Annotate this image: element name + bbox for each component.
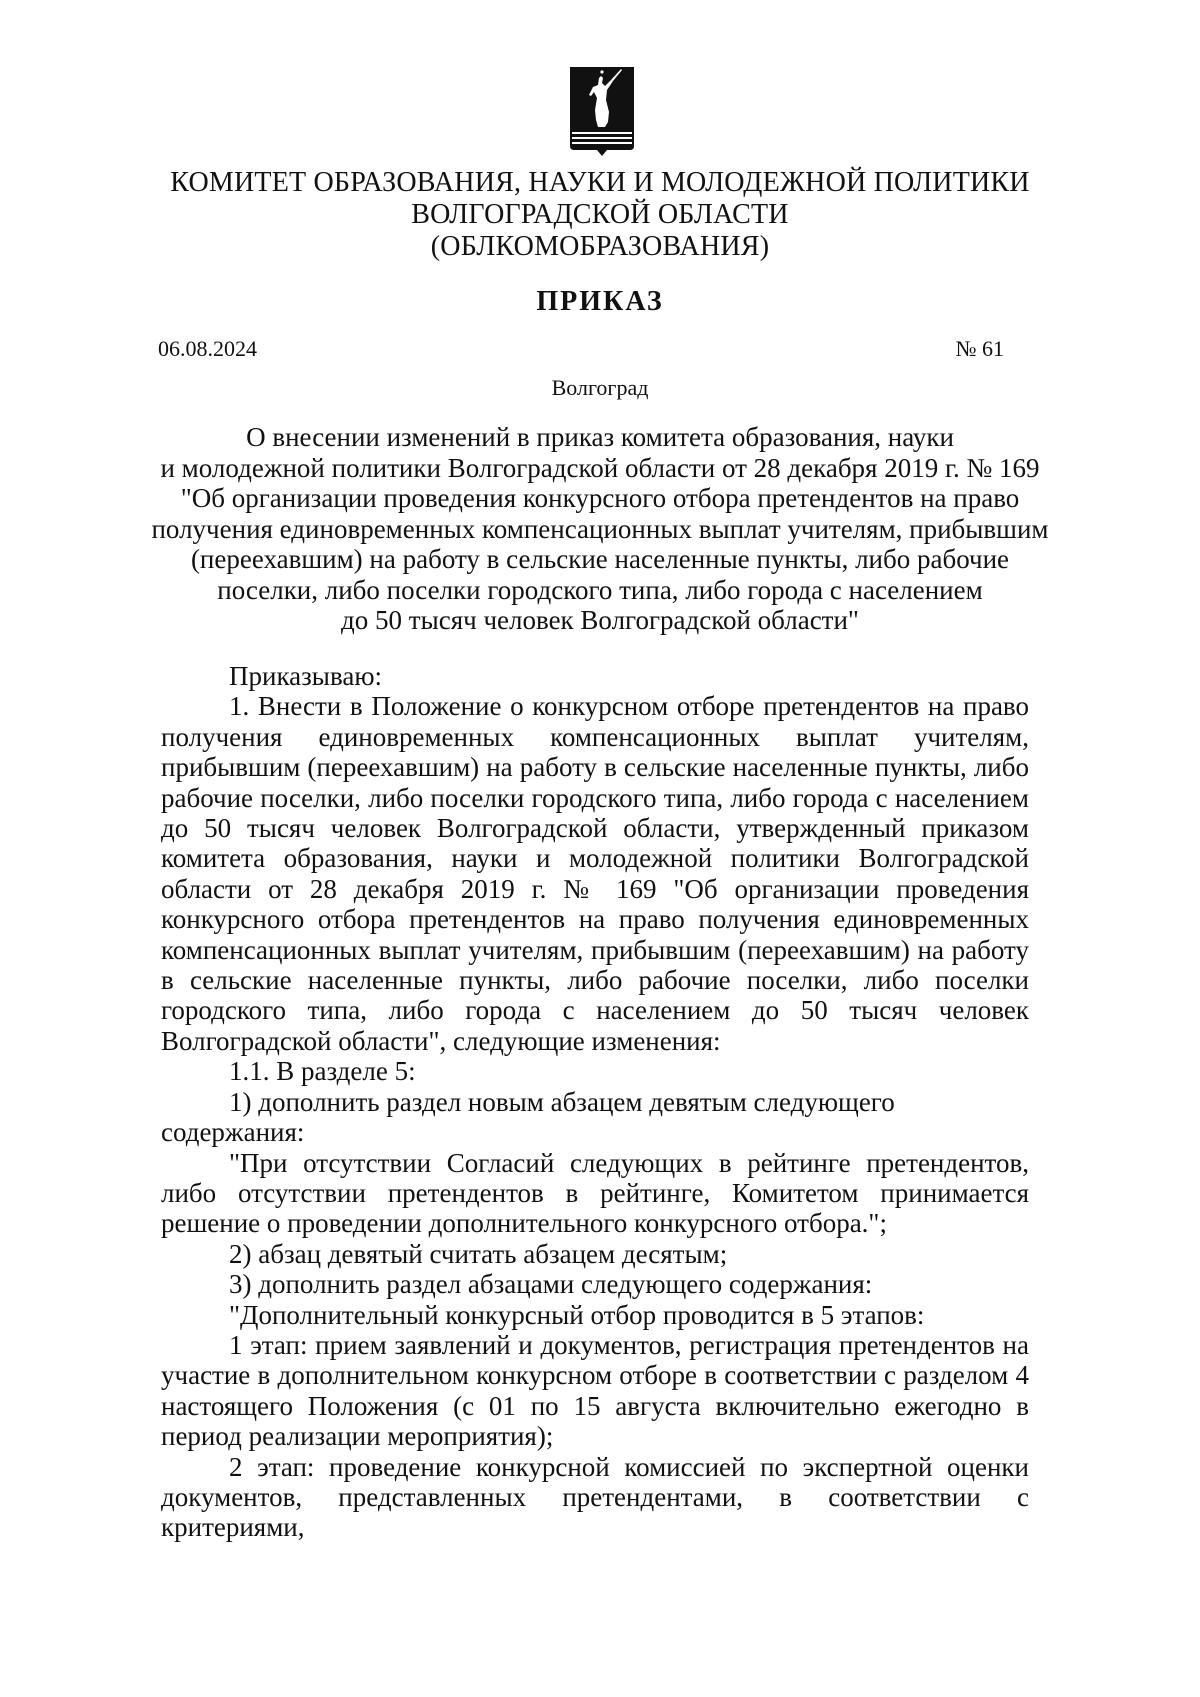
body-paragraph-stage-1: 1 этап: прием заявлений и документов, регистрация претендентов на участие в дополнительном конкурсном отборе в соответствии с разделом 4 настоящего Положения (с 01 по 15 августа включительно ежегодно в период реализации мероприятия); [161, 1329, 1029, 1452]
organization-line-2: ВОЛГОГРАДСКОЙ ОБЛАСТИ [411, 199, 789, 230]
document-title: ПРИКАЗ [536, 286, 664, 317]
subject-line: получения единовременных компенсационных выплат учителям, прибывшим [151, 513, 1049, 544]
order-body [161, 661, 1029, 1543]
body-paragraph-directive: Приказываю: [229, 661, 382, 691]
subject-line: и молодежной политики Волгоградской области от 28 декабря 2019 г. № 169 [160, 452, 1040, 483]
body-paragraph-subitem-3: 3) дополнить раздел абзацами следующего содержания: [229, 1269, 873, 1300]
subject-line: О внесении изменений в приказ комитета образования, науки [246, 422, 954, 452]
organization-name [0, 167, 1200, 263]
subject-line: (переехавшим) на работу в сельские населенные пункты, либо рабочие [190, 544, 1010, 574]
order-city: Волгоград [551, 375, 649, 400]
body-paragraph-item-1-1: 1.1. В разделе 5: [229, 1056, 416, 1087]
order-subject [150, 422, 1050, 636]
body-paragraph-quote: "При отсутствии Согласий следующих в рейтинге претендентов, либо отсутствии претендентов в рейтинге, Комитетом принимается решение о проведении дополнительного конкурсного отбора."; [161, 1147, 1029, 1239]
organization-line-1: КОМИТЕТ ОБРАЗОВАНИЯ, НАУКИ И МОЛОДЕЖНОЙ ПОЛИТИКИ [170, 167, 1030, 198]
subject-line: до 50 тысяч человек Волгоградской области" [341, 605, 859, 635]
body-paragraph-subitem-1: 1) дополнить раздел новым абзацем девятым следующего содержания: [161, 1086, 895, 1148]
body-paragraph-stages-intro: "Дополнительный конкурсный отбор проводится в 5 этапов: [229, 1299, 925, 1330]
order-date: 06.08.2024 [158, 336, 257, 361]
body-paragraph-subitem-2: 2) абзац девятый считать абзацем десятым; [229, 1238, 728, 1269]
organization-line-3: (ОБЛКОМОБРАЗОВАНИЯ) [430, 231, 770, 262]
subject-line: поселки, либо поселки городского типа, либо города с населением [217, 574, 983, 605]
subject-line: "Об организации проведения конкурсного отбора претендентов на право [180, 483, 1020, 513]
body-paragraph-stage-2: 2 этап: проведение конкурсной комиссией по экспертной оценки документов, представленных претендентами, в соответствии с критериями, [161, 1451, 1029, 1543]
body-paragraph-item-1: 1. Внести в Положение о конкурсном отборе претендентов на право получения единовременных компенсационных выплат учителям, прибывшим (переехавшим) на работу в сельские населенные пункты, либо рабочие поселки, либо поселки городского типа, либо города с населением до 50 тысяч человек Волгоградской области, утвержденный приказом комитета образования, науки и молодежной политики Волгоградской области от 28 декабря 2019 г. № 169 "Об организации проведения конкурсного отбора претендентов на право получения единовременных компенсационных выплат учителям, прибывшим (переехавшим) на работу в сельские населенные пункты, либо рабочие поселки, либо поселки городского типа, либо города с населением до 50 тысяч человек Волгоградской области", следующие изменения: [161, 691, 1029, 1056]
order-number: № 61 [955, 336, 1004, 361]
volgograd-coat-of-arms-icon [569, 66, 635, 157]
coat-of-arms-emblem [569, 66, 635, 157]
